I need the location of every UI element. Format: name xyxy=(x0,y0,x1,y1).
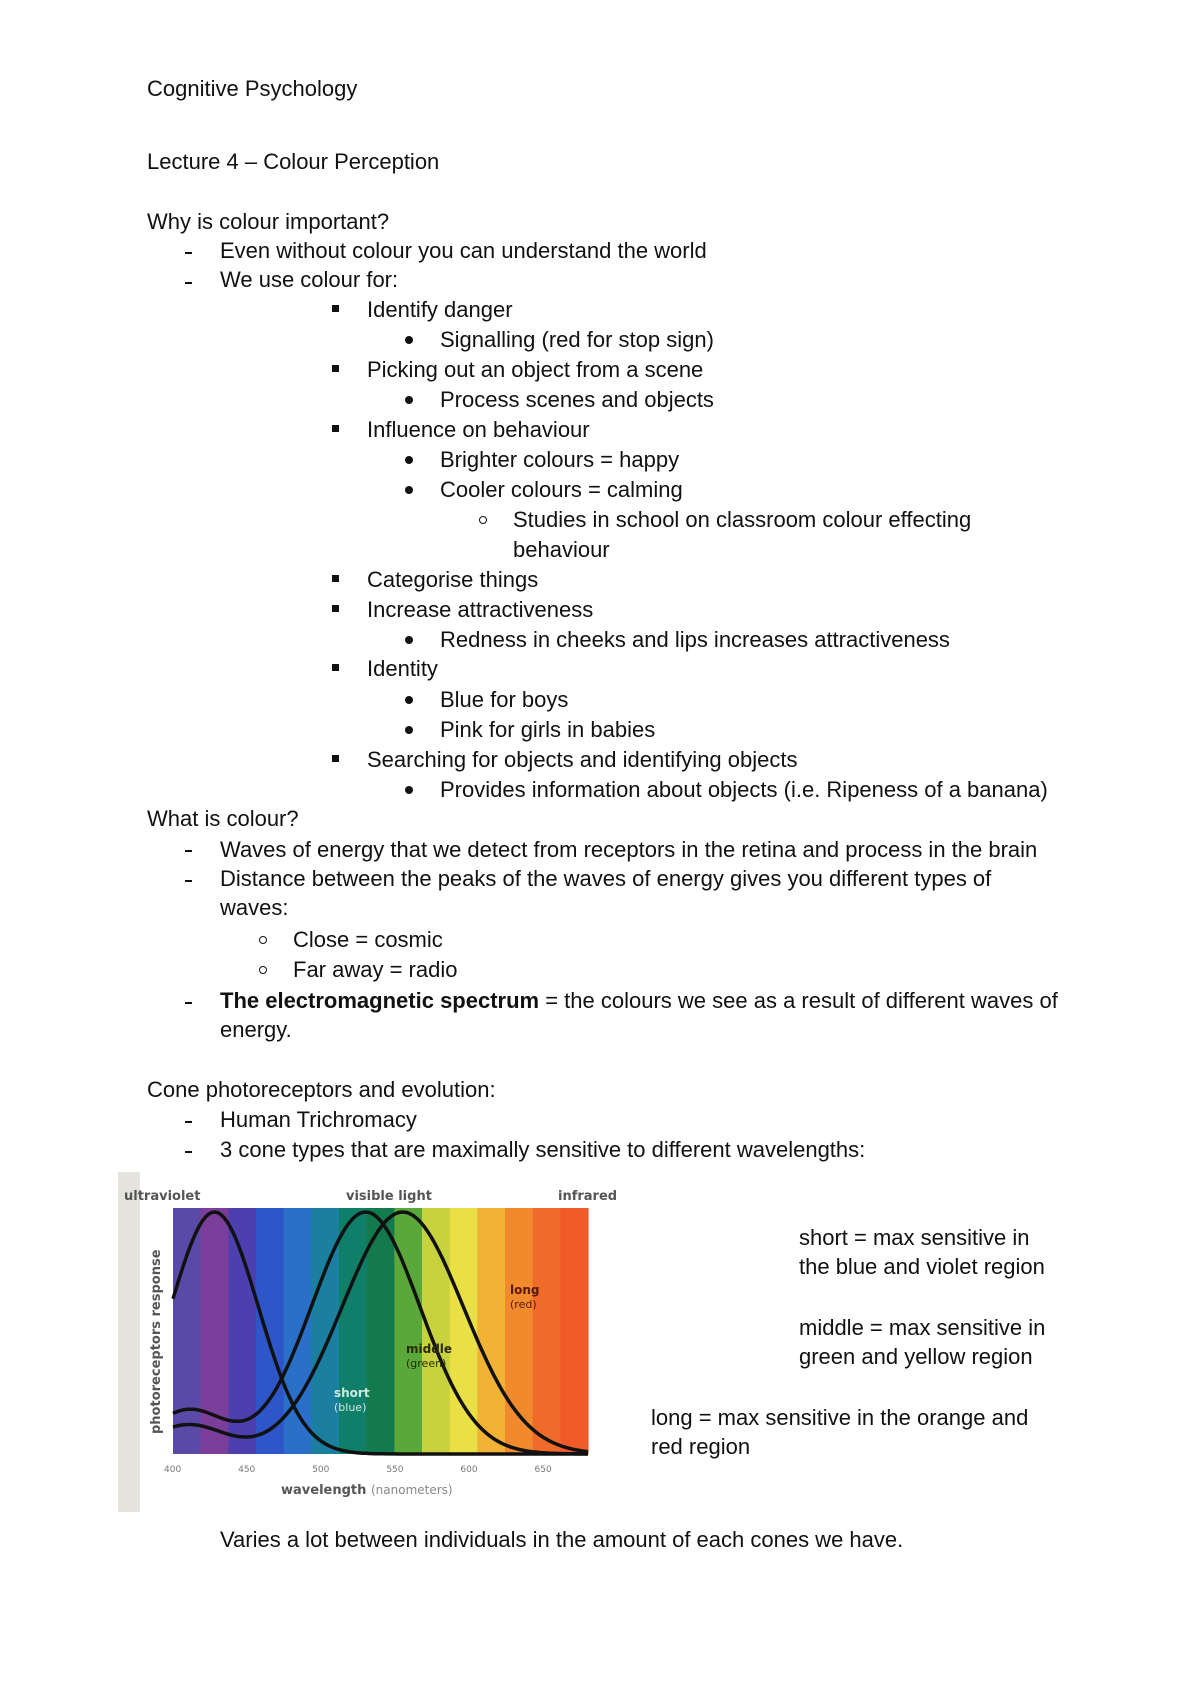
list-item: Provides information about objects (i.e. Ripeness of a banana) xyxy=(440,777,1048,802)
x-tick-label: 450 xyxy=(238,1465,256,1475)
note-short: short = max sensitive in xyxy=(799,1225,1030,1250)
dash-bullet xyxy=(185,850,192,852)
list-item: Even without colour you can understand the world xyxy=(220,238,707,263)
list-item: Influence on behaviour xyxy=(367,417,590,442)
round-bullet xyxy=(405,336,413,344)
square-bullet xyxy=(332,664,339,671)
section-heading: Why is colour important? xyxy=(147,209,390,234)
series-sub-label-long: (red) xyxy=(510,1298,537,1311)
series-sub-label-middle: (green) xyxy=(406,1357,447,1370)
list-item: Process scenes and objects xyxy=(440,387,714,412)
x-tick-label: 400 xyxy=(164,1465,182,1475)
spectrum-band xyxy=(284,1208,312,1454)
footer-note: Varies a lot between individuals in the amount of each cones we have. xyxy=(220,1527,904,1552)
note-long: red region xyxy=(651,1434,751,1459)
spectrum-band xyxy=(394,1208,422,1454)
lecture-title: Lecture 4 – Colour Perception xyxy=(147,149,440,174)
top-label-ultraviolet: ultraviolet xyxy=(124,1189,201,1204)
spectrum-band xyxy=(173,1208,201,1454)
spectrum-band xyxy=(256,1208,284,1454)
circle-bullet xyxy=(259,936,267,944)
dash-bullet xyxy=(185,1121,192,1123)
top-label-infrared: infrared xyxy=(558,1189,618,1204)
square-bullet xyxy=(332,425,339,432)
x-axis-label: wavelength xyxy=(281,1483,367,1498)
round-bullet xyxy=(405,486,413,494)
bold-term: The electromagnetic spectrum xyxy=(220,988,540,1013)
list-item: Pink for girls in babies xyxy=(440,717,656,742)
list-item: Human Trichromacy xyxy=(220,1107,417,1132)
top-label-visible-light: visible light xyxy=(346,1189,432,1204)
course-title: Cognitive Psychology xyxy=(147,76,358,101)
list-item: Signalling (red for stop sign) xyxy=(440,327,714,352)
list-item: Increase attractiveness xyxy=(367,597,594,622)
list-item: Brighter colours = happy xyxy=(440,447,680,472)
list-item: Cooler colours = calming xyxy=(440,477,683,502)
list-item: Categorise things xyxy=(367,567,539,592)
list-item: Redness in cheeks and lips increases attractiveness xyxy=(440,627,950,652)
round-bullet xyxy=(405,726,413,734)
square-bullet xyxy=(332,365,339,372)
spectrum-bands xyxy=(173,1208,589,1454)
list-item-continuation: energy. xyxy=(220,1017,292,1042)
round-bullet xyxy=(405,456,413,464)
list-item: Identify danger xyxy=(367,297,513,322)
list-item: Close = cosmic xyxy=(293,927,443,952)
definition-text: = the colours we see as a result of different waves of xyxy=(539,988,1058,1013)
list-item: Searching for objects and identifying objects xyxy=(367,747,798,772)
x-tick-label: 500 xyxy=(312,1465,330,1475)
list-item: Distance between the peaks of the waves of energy gives you different types of xyxy=(220,866,992,891)
square-bullet xyxy=(332,755,339,762)
section-heading: Cone photoreceptors and evolution: xyxy=(147,1077,496,1102)
dash-bullet xyxy=(185,880,192,882)
cone-sensitivity-chart xyxy=(118,1172,628,1512)
square-bullet xyxy=(332,605,339,612)
square-bullet xyxy=(332,305,339,312)
round-bullet xyxy=(405,396,413,404)
dash-bullet xyxy=(185,1151,192,1153)
spectrum-band xyxy=(339,1208,367,1454)
list-item: Studies in school on classroom colour effecting xyxy=(513,507,972,532)
circle-bullet xyxy=(259,966,267,974)
chart-left-strip xyxy=(118,1172,140,1512)
dash-bullet xyxy=(185,282,192,284)
spectrum-band xyxy=(477,1208,505,1454)
y-axis-label: photoreceptors response xyxy=(149,1249,164,1434)
x-tick-label: 650 xyxy=(534,1465,552,1475)
list-item: Far away = radio xyxy=(293,957,458,982)
section-heading: What is colour? xyxy=(147,806,299,831)
list-item: 3 cone types that are maximally sensitive to different wavelengths: xyxy=(220,1137,866,1162)
x-tick-label: 600 xyxy=(460,1465,478,1475)
note-long: long = max sensitive in the orange and xyxy=(651,1405,1029,1430)
series-label-long: long xyxy=(510,1283,540,1297)
note-short: the blue and violet region xyxy=(799,1254,1045,1279)
list-item xyxy=(220,988,1058,1014)
list-item-continuation: waves: xyxy=(220,895,289,920)
list-item: Picking out an object from a scene xyxy=(367,357,704,382)
x-tick-label: 550 xyxy=(386,1465,404,1475)
spectrum-band xyxy=(560,1208,588,1454)
note-middle: green and yellow region xyxy=(799,1344,1033,1369)
x-axis-unit: (nanometers) xyxy=(371,1483,453,1497)
dash-bullet xyxy=(185,252,192,254)
round-bullet xyxy=(405,636,413,644)
spectrum-band xyxy=(533,1208,561,1454)
list-item: We use colour for: xyxy=(220,267,399,292)
list-item-continuation: behaviour xyxy=(513,537,610,562)
list-item: Waves of energy that we detect from receptors in the retina and process in the brain xyxy=(220,837,1038,862)
list-item: Blue for boys xyxy=(440,687,569,712)
circle-bullet xyxy=(479,516,487,524)
round-bullet xyxy=(405,786,413,794)
note-middle: middle = max sensitive in xyxy=(799,1315,1046,1340)
series-label-middle: middle xyxy=(406,1342,453,1356)
list-item: Identity xyxy=(367,656,438,681)
square-bullet xyxy=(332,575,339,582)
dash-bullet xyxy=(185,1002,192,1004)
series-sub-label-short: (blue) xyxy=(334,1401,367,1414)
round-bullet xyxy=(405,696,413,704)
series-label-short: short xyxy=(334,1386,370,1400)
